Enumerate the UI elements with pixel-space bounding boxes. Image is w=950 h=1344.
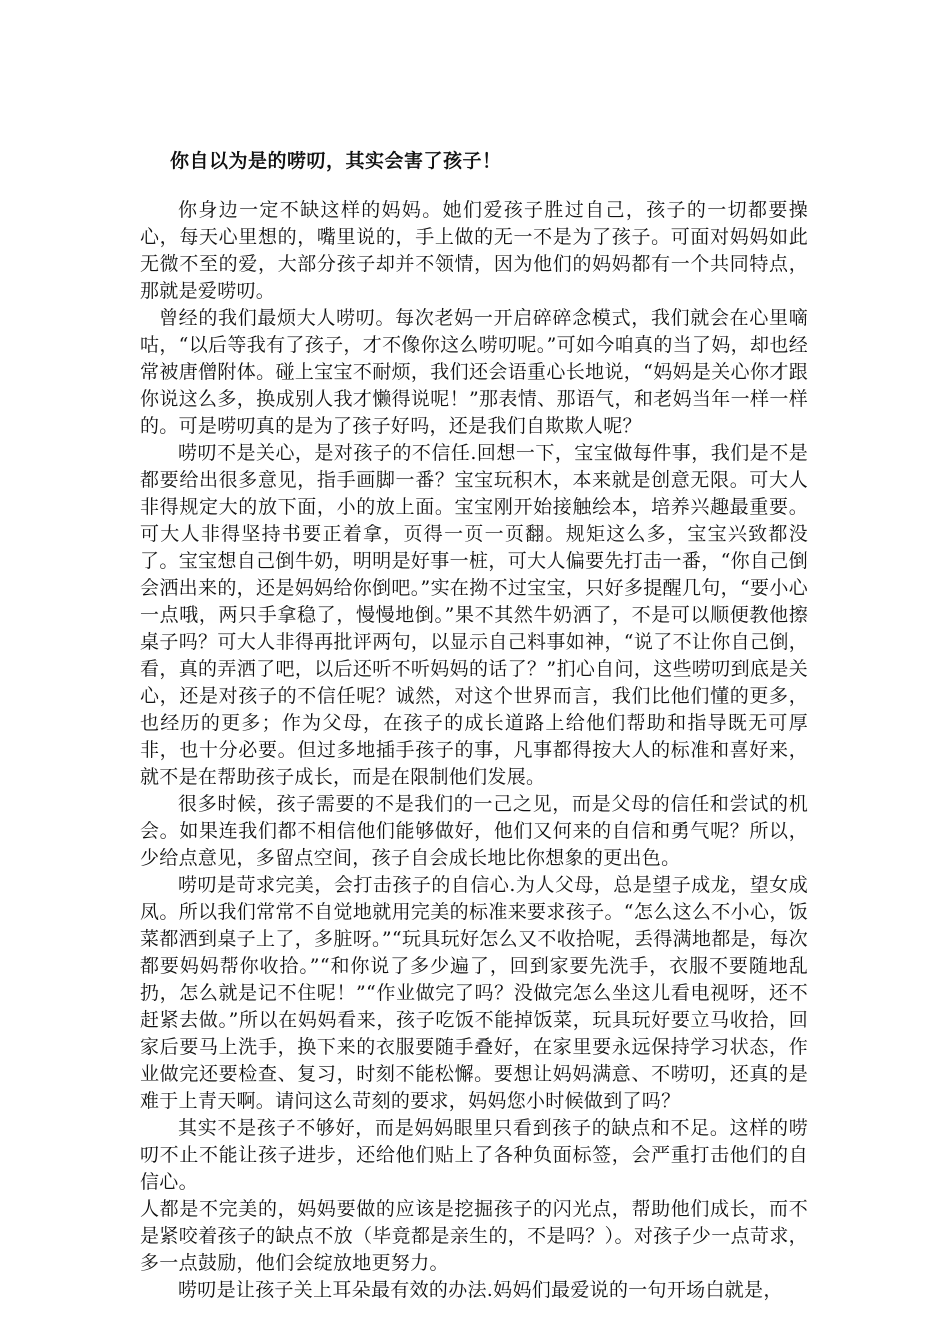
paragraph-memories: 曾经的我们最烦大人唠叨。每次老妈一开启碎碎念模式，我们就会在心里嘀咕，“以后等我有了孩子，才不像你这么唠叨呢。”可如今咱真的当了妈，却也经常被唐僧附体。碰上宝宝不耐烦，我们还会语重心长地说，“妈妈是关心你才跟你说这么多，换成别人我才懒得说呢！”那表情、那语气，和老妈当年一样一样的。可是唠叨真的是为了孩子好吗，还是我们自欺欺人呢？ [140, 307, 808, 437]
paragraph-encouragement: 人都是不完美的，妈妈要做的应该是挖掘孩子的闪光点，帮助他们成长，而不是紧咬着孩子的缺点不放（毕竟都是亲生的，不是吗？）。对孩子少一点苛求，多一点鼓励，他们会绽放地更努力。 [140, 1198, 808, 1274]
paragraph-ears: 唠叨是让孩子关上耳朵最有效的办法.妈妈们最爱说的一句开场白就是， [178, 1279, 783, 1301]
paragraph-distrust: 唠叨不是关心，是对孩子的不信任.回想一下，宝宝做每件事，我们是不是都要给出很多意见，指手画脚一番？宝宝玩积木，本来就是创意无限。可大人非得规定大的放下面，小的放上面。宝宝刚开始接触绘本，培养兴趣最重要。可大人非得坚持书要正着拿，页得一页一页翻。规矩这么多，宝宝兴致都没了。宝宝想自己倒牛奶，明明是好事一桩，可大人偏要先打击一番，“你自己倒会洒出来的，还是妈妈给你倒吧。”实在拗不过宝宝，只好多提醒几句，“要小心一点哦，两只手拿稳了，慢慢地倒。”果不其然牛奶洒了，不是可以顺便教他擦桌子吗？可大人非得再批评两句，以显示自己料事如神，“说了不让你自己倒，看，真的弄洒了吧，以后还听不听妈妈的话了？”扪心自问，这些唠叨到底是关心，还是对孩子的不信任呢？诚然，对这个世界而言，我们比他们懂的更多，也经历的更多；作为父母，在孩子的成长道路上给他们帮助和指导既无可厚非，也十分必要。但过多地插手孩子的事，凡事都得按大人的标准和喜好来，就不是在帮助孩子成长，而是在限制他们发展。 [140, 442, 808, 788]
paragraph-perfection: 唠叨是苛求完美，会打击孩子的自信心.为人父母，总是望子成龙，望女成凤。所以我们常常不自觉地就用完美的标准来要求孩子。“怎么这么不小心，饭菜都洒到桌子上了，多脏呀。”“玩具玩好怎么又不收拾呢，丢得满地都是，每次都要妈妈帮你收拾。”“和你说了多少遍了，回到家要先洗手，衣服不要随地乱扔，怎么就是记不住呢！”“作业做完了吗？没做完怎么坐这儿看电视呀，还不赶紧去做。”所以在妈妈看来，孩子吃饭不能掉饭菜，玩具玩好要立马收拾，回家后要马上洗手，换下来的衣服要随手叠好，在家里要永远保持学习状态，作业做完还要检查、复习，时刻不能松懈。要想让妈妈满意、不唠叨，还真的是难于上青天啊。请问这么苛刻的要求，妈妈您小时候做到了吗？ [140, 874, 808, 1112]
paragraph-trust: 很多时候，孩子需要的不是我们的一己之见，而是父母的信任和尝试的机会。如果连我们都不相信他们能够做好，他们又何来的自信和勇气呢？所以，少给点意见，多留点空间，孩子自会成长地比你想象的更出色。 [140, 793, 808, 869]
article-body [140, 148, 808, 1304]
paragraph-shortcomings: 其实不是孩子不够好，而是妈妈眼里只看到孩子的缺点和不足。这样的唠叨不止不能让孩子进步，还给他们贴上了各种负面标签，会严重打击他们的自信心。 [140, 1117, 808, 1193]
paragraph-intro: 你身边一定不缺这样的妈妈。她们爱孩子胜过自己，孩子的一切都要操心，每天心里想的，嘴里说的，手上做的无一不是为了孩子。可面对妈妈如此无微不至的爱，大部分孩子却并不领情，因为他们的妈妈都有一个共同特点，那就是爱唠叨。 [140, 199, 808, 302]
article-title: 你自以为是的唠叨，其实会害了孩子！ [170, 150, 502, 172]
